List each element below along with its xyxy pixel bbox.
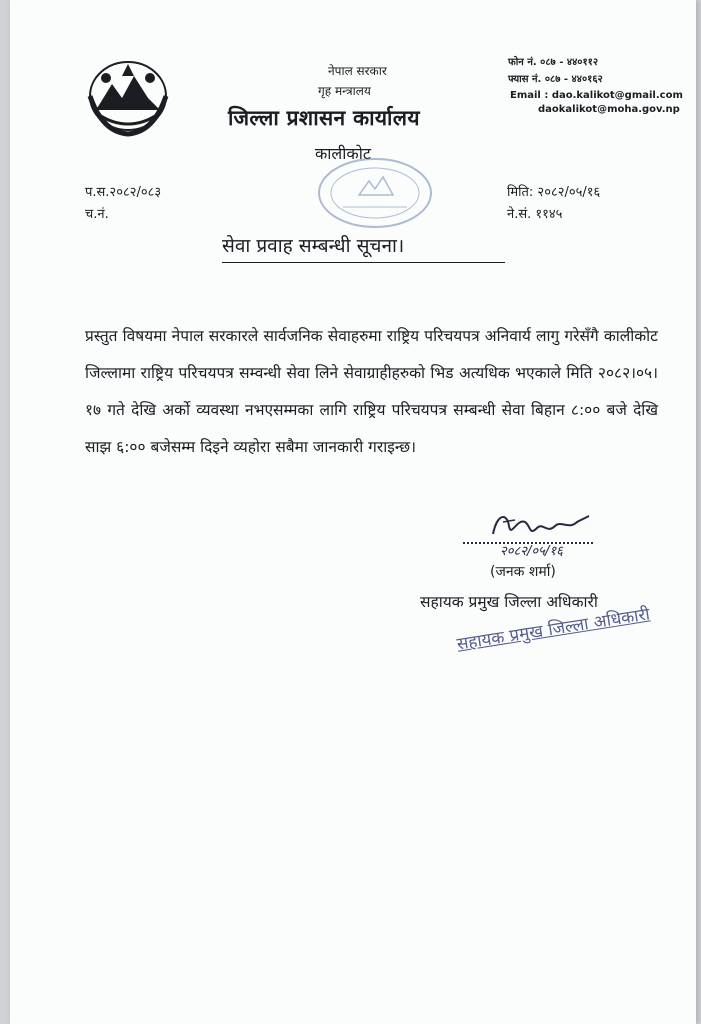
office-seal-icon <box>315 155 435 230</box>
nepal-sambat-number: ने.सं. ११४५ <box>507 207 563 222</box>
signatory-name: (जनक शर्मा) <box>490 564 556 580</box>
dispatch-number: च.नं. <box>85 207 109 222</box>
notice-body: प्रस्तुत विषयमा नेपाल सरकारले सार्वजनिक सेवाहरुमा राष्ट्रिय परिचयपत्र अनिवार्य लागु गरेसँगै कालीकोट जिल्लामा राष्ट्रिय परिचयपत्र सम्वन्धी सेवा लिने सेवाग्राहीहरुको भिड अत्यधिक भएकाले मिति २०८२।०५।१७ गते देखि अर्को व्यवस्था नभएसम्मका लागि राष्ट्रिय परिचयपत्र सम्बन्धी सेवा बिहान ८:०० बजे देखि साझ ६:०० बजेसम्म दिइने व्यहोरा सबैमा जानकारी गराइन्छ। <box>85 327 658 456</box>
email-primary: Email : dao.kalikot@gmail.com <box>510 90 683 101</box>
designation-stamp: सहायक प्रमुख जिल्ला अधिकारी <box>455 604 652 655</box>
email-secondary: daokalikot@moha.gov.np <box>538 104 680 115</box>
phone-number: फोन नं. ०८७ - ४४०११२ <box>508 57 599 68</box>
letter-number: प.स.२०८२/०८३ <box>85 185 162 200</box>
nepal-emblem-icon <box>82 54 174 138</box>
subject-underline <box>222 262 505 263</box>
notice-subject: सेवा प्रवाह सम्बन्धी सूचना। <box>222 235 405 257</box>
signature-scribble-icon <box>485 508 595 544</box>
fax-number: फ्यास नं. ०८७ - ४४०१६२ <box>508 74 603 85</box>
signatory-title: सहायक प्रमुख जिल्ला अधिकारी <box>420 593 598 611</box>
district-name: कालीकोट <box>315 144 371 163</box>
ministry-name: गृह मन्त्रालय <box>318 84 371 98</box>
government-name: नेपाल सरकार <box>328 64 387 78</box>
signature-date: २०८२/०५/१६ <box>500 544 563 559</box>
letter-page <box>10 0 696 1024</box>
office-title: जिल्ला प्रशासन कार्यालय <box>228 106 420 130</box>
letter-date: मिति: २०८२/०५/१६ <box>507 185 601 200</box>
